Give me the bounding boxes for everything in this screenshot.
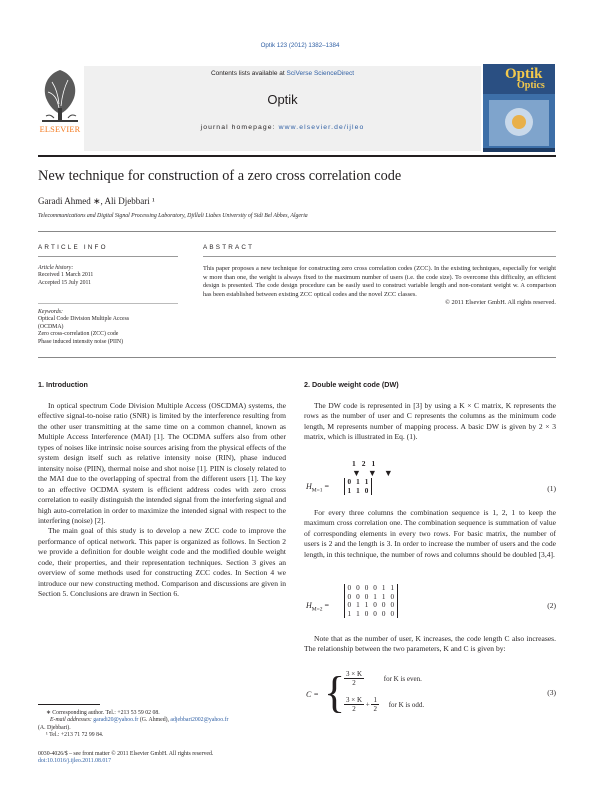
email-line [38,717,288,724]
keyword: Phase induced intensity noise (PIIN) [38,338,124,345]
section-1-body [38,401,286,600]
telephone-note: ¹ Tel.: +213 71 72 99 84. [46,732,104,739]
case-even: $\frac{3 \times K}{2}$ for K is even. [346,670,422,687]
paragraph: The main goal of this study is to develop a new ZCC code to improve the performance of optical network. This paper is organized as follows. In Section 2 we provide a definition for double weight code and the modified double weight code, their properties, and their representation techniques. Section 3 gives an overview of some methods used for constructing ZCC codes. In Section 4 we introduce our new constructing method. Comparison and discussions are given in Section 5. Conclusions are drawn in Section 6. [38,526,286,599]
matrix-cell: 0 [347,592,352,601]
keywords-block [38,309,178,346]
email-label: E-mail addresses: [50,717,92,724]
header-rule [38,155,556,157]
matrix-cell: 0 [373,609,377,618]
abstract [203,265,556,308]
equation-number: (2) [547,601,556,610]
matrix-cell: 0 [347,584,352,592]
matrix-cell: 0 [381,609,386,618]
section-2-para-3 [304,634,556,655]
title-rule [38,231,556,232]
equation-label: $H_{M=2}$ = [306,601,330,613]
matrix-1 [344,478,372,495]
front-matter [38,751,298,766]
paragraph: For every three columns the combination sequence is 1, 2, 1 to keep the maximum cross correlation one. The combination sequence is summation of value of corresponding elements in every two rows. For basic matrix, the number of users is 2 and the length is 3. In order to increase the number of users and the code length, in this technique, the number of rows and columns should be doubled [3,4]. [304,508,556,559]
keywords-divider [38,303,178,304]
keyword: (OCDMA) [38,323,64,330]
doi-link[interactable]: doi:10.1016/j.ijleo.2011.08.017 [38,758,112,765]
keyword: Optical Code Division Multiple Access [38,316,130,323]
matrix-cell: 0 [381,601,386,610]
article-title: New technique for construction of a zero cross correlation code [38,168,402,184]
arrows: ▼▼▼ [352,468,400,478]
matrix-cell: 1 [364,478,369,486]
article-info-rule [38,256,178,257]
sciencedirect-link[interactable]: SciVerse ScienceDirect [286,70,355,77]
authors: Garadi Ahmed ∗, Ali Djebbari ¹ [38,196,155,206]
matrix-cell: 0 [364,592,369,601]
cover-title: Optik [505,66,543,82]
received-date: Received 1 March 2011 [38,272,94,279]
matrix-cell: 0 [364,609,369,618]
weight-row: 121 [352,459,382,468]
equation-number: (3) [547,688,556,697]
article-history [38,265,178,287]
matrix-cell: 0 [373,601,377,610]
matrix-cell: 0 [356,592,360,601]
journal-homepage: journal homepage: www.elsevier.de/ijleo [200,124,365,131]
journal-header-box [84,66,481,151]
left-brace: { [324,668,346,717]
equation-2 [306,584,556,630]
accepted-date: Accepted 15 July 2011 [38,279,92,286]
abstract-heading: ABSTRACT [203,244,255,251]
matrix-cell: 1 [381,584,386,592]
matrix-cell: 0 [390,601,395,610]
abstract-rule [203,256,556,257]
paragraph: The DW code is represented in [3] by using a K × C matrix, K represents the rows as the number of user and C represents the columns as the minimum code length, M represents number of mapping process. A basic DW is given by 2 × 3 matrix, which is illustrated in Eq. (1). [304,401,556,442]
matrix-cell: 1 [390,584,395,592]
equation-number: (1) [547,484,556,493]
article-info-heading: ARTICLE INFO [38,244,108,251]
elsevier-logo [38,64,82,140]
matrix-cell: 1 [381,592,386,601]
matrix-cell: 1 [347,486,352,495]
journal-reference[interactable]: Optik 123 (2012) 1382–1384 [260,42,340,49]
paragraph: Note that as the number of user, K increases, the code length C also increases. The relationship between the two parameters, K and C is given by: [304,634,556,654]
section-2-para-1 [304,401,556,443]
cover-subtitle: Optics [517,80,545,91]
equation-label: C = [306,690,319,699]
matrix-cell: 0 [390,609,395,618]
matrix-cell: 0 [347,601,352,610]
section-2-heading: 2. Double weight code (DW) [304,380,399,389]
matrix-cell: 1 [347,609,352,618]
affiliation: Telecommunications and Digital Signal Processing Laboratory, Djillali Liabes University of Sidi Bel Abbes, Algeria [38,213,308,219]
footnote-rule [38,704,100,705]
matrix-cell: 0 [364,486,369,495]
abstract-text: This paper proposes a new technique for constructing zero cross correlation codes (ZCC). In the existing techniques, especially for weight w more than one, the weight is always fixed to the maximum number of users (i.e. the code size). To overcome this difficulty, an efficient design is presented. The code design procedure can be easily used to construct variable length and non-constant weight w. A comparison has been established between existing ZCC optical codes and the novel ZCC classes. [203,265,556,298]
keyword: Zero cross-correlation (ZCC) code [38,331,119,338]
section-2-para-2 [304,508,556,560]
corresponding-author-note: ∗ Corresponding author. Tel.: +213 53 59 02 08. [46,710,160,716]
matrix-cell: 1 [364,601,369,610]
matrix-cell: 0 [347,478,352,486]
matrix-2 [344,584,398,618]
equation-1 [306,459,556,502]
copyright: © 2011 Elsevier GmbH. All rights reserved. [445,299,556,307]
matrix-cell: 1 [356,486,360,495]
journal-cover-image [483,64,555,152]
matrix-cell: 1 [356,609,360,618]
homepage-link[interactable]: www.elsevier.de/ijleo [278,124,365,131]
matrix-cell: 0 [390,592,395,601]
footnotes [38,710,288,740]
matrix-cell: 0 [356,584,360,592]
email-owner: (A. Djebbari). [38,724,71,731]
matrix-cell: 1 [356,478,360,486]
paragraph: In optical spectrum Code Division Multiple Access (OSCDMA) systems, the effective signal-to-noise ratio (SNR) is limited by the interference resulting from the other user transmitting at the same time on a common channel, known as Multiple Access Interference (MAI) [1]. The OCDMA suffers also from other types of noises like intrinsic noise sources arising from the physical effects of the system design itself such as relative intensity noise (RIN), phase induced intensity noise (PIIN), thermal noise and shot noise [1]. PIIN is closely related to the MAI due to the overlapping of spectral from the different users [1]. The key to an effective OCDMA system is efficient address codes with zero cross correlation to easily distinguish the intended signal from the interfering signal and high auto-correlation in order to maximize the intended signal with respect to the interfering (noise) [2]. [38,401,286,525]
equation-3 [306,668,556,720]
matrix-cell: 1 [373,592,377,601]
matrix-cell: 0 [373,584,377,592]
abstract-bottom-rule [38,357,556,358]
matrix-cell: 1 [356,601,360,610]
contents-line: Contents lists available at SciVerse ScienceDirect [210,70,355,77]
email-owner: (G. Ahmed), [139,717,169,724]
email-link[interactable]: garadi20@yahoo.fr [93,717,139,724]
equation-label: $H_{M=1}$ = [306,482,330,494]
journal-name: Optik [267,92,298,107]
email-link[interactable]: adjebbari2002@yahoo.fr [170,717,229,724]
case-odd: $\frac{3 \times K}{2}$ + $\frac{1}{2}$ for K is odd. [346,696,425,713]
keywords-label: Keywords: [38,309,63,315]
publisher-wordmark: ELSEVIER [39,125,81,134]
section-1-heading: 1. Introduction [38,380,88,389]
issn-line: 0030-4026/$ – see front matter © 2011 Elsevier GmbH. All rights reserved. [38,751,214,757]
matrix-cell: 0 [364,584,369,592]
history-label: Article history: [38,265,74,271]
